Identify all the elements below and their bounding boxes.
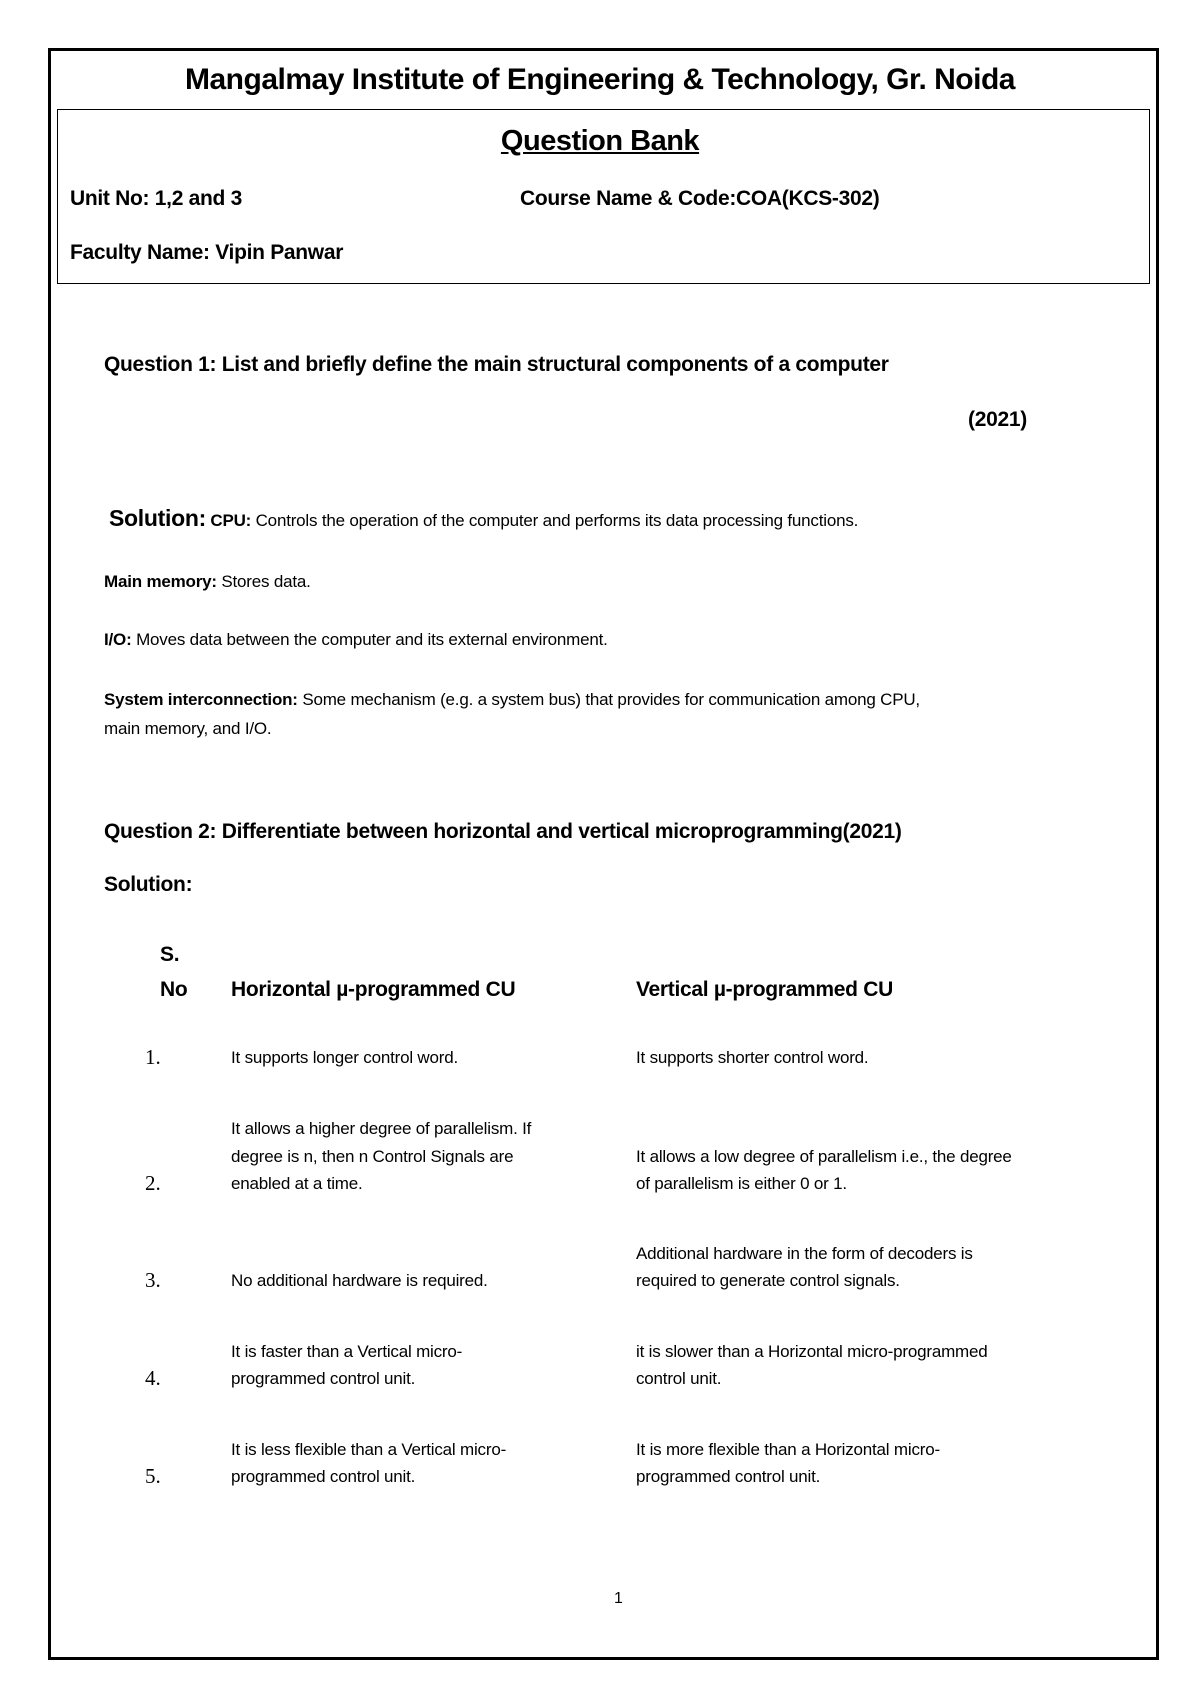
vertical-cell: required to generate control signals. xyxy=(636,1271,900,1290)
table-header-vertical: Vertical µ-programmed CU xyxy=(636,978,893,1001)
row-number: 3. xyxy=(145,1268,161,1292)
term: Main memory: xyxy=(104,572,217,591)
definition: Moves data between the computer and its external environment. xyxy=(136,630,608,649)
horizontal-cell: No additional hardware is required. xyxy=(231,1271,488,1290)
table-header-horizontal: Horizontal µ-programmed CU xyxy=(231,978,516,1001)
institute-name: Mangalmay Institute of Engineering & Technology, Gr. Noida xyxy=(185,63,1015,96)
horizontal-cell: programmed control unit. xyxy=(231,1369,416,1388)
unit-info xyxy=(70,187,242,211)
row-number: 4. xyxy=(145,1366,161,1390)
definition-item xyxy=(104,630,608,650)
vertical-cell: it is slower than a Horizontal micro-programmed xyxy=(636,1342,988,1361)
page-number: 1 xyxy=(614,1590,623,1607)
horizontal-cell: It supports longer control word. xyxy=(231,1048,458,1067)
horizontal-cell: It is less flexible than a Vertical micro- xyxy=(231,1440,507,1459)
question-label: Question 2: xyxy=(104,820,217,843)
term: System interconnection: xyxy=(104,690,298,709)
row-number: 2. xyxy=(145,1171,161,1195)
solution-1-line xyxy=(109,505,858,532)
solution-label: Solution: xyxy=(109,505,206,531)
vertical-cell: control unit. xyxy=(636,1369,722,1388)
vertical-cell: It allows a low degree of parallelism i.e., the degree xyxy=(636,1147,1012,1166)
vertical-cell: Additional hardware in the form of decoders is xyxy=(636,1244,973,1263)
definition: Stores data. xyxy=(221,572,311,591)
unit-value: 1,2 and 3 xyxy=(154,187,242,210)
horizontal-cell: It is faster than a Vertical micro- xyxy=(231,1342,463,1361)
table-header-sno: S. xyxy=(160,943,180,966)
definition-item xyxy=(104,690,920,710)
course-info xyxy=(520,187,879,211)
term: CPU: xyxy=(210,511,252,530)
question-1 xyxy=(104,353,889,377)
horizontal-cell: programmed control unit. xyxy=(231,1467,416,1486)
document-title: Question Bank xyxy=(500,125,700,157)
page-border xyxy=(48,48,1159,1660)
horizontal-cell: enabled at a time. xyxy=(231,1174,363,1193)
question-text: List and briefly define the main structural components of a computer xyxy=(221,353,889,376)
question-text: Differentiate between horizontal and vertical microprogramming(2021) xyxy=(221,820,902,843)
definition: Some mechanism (e.g. a system bus) that provides for communication among CPU, xyxy=(302,690,920,709)
course-value: COA(KCS-302) xyxy=(736,187,880,210)
faculty-label: Faculty Name: xyxy=(70,241,210,264)
faculty-info xyxy=(70,241,343,265)
horizontal-cell: degree is n, then n Control Signals are xyxy=(231,1147,514,1166)
row-number: 5. xyxy=(145,1464,161,1488)
vertical-cell: of parallelism is either 0 or 1. xyxy=(636,1174,847,1193)
definition-continuation: main memory, and I/O. xyxy=(104,719,272,738)
horizontal-cell: It allows a higher degree of parallelism. If xyxy=(231,1119,532,1138)
vertical-cell: It is more flexible than a Horizontal micro- xyxy=(636,1440,940,1459)
vertical-cell: programmed control unit. xyxy=(636,1467,821,1486)
definition: Controls the operation of the computer and performs its data processing functions. xyxy=(255,511,859,530)
question-label: Question 1: xyxy=(104,353,217,376)
course-label: Course Name & Code: xyxy=(520,187,737,210)
question-1-year: (2021) xyxy=(968,408,1027,431)
faculty-value: Vipin Panwar xyxy=(215,241,344,264)
unit-label: Unit No: xyxy=(70,187,150,210)
table-header-sno-2: No xyxy=(160,978,188,1001)
solution-2-label: Solution: xyxy=(104,873,193,896)
question-2 xyxy=(104,820,902,844)
vertical-cell: It supports shorter control word. xyxy=(636,1048,869,1067)
row-number: 1. xyxy=(145,1045,161,1069)
term: I/O: xyxy=(104,630,132,649)
definition-item xyxy=(104,572,311,592)
